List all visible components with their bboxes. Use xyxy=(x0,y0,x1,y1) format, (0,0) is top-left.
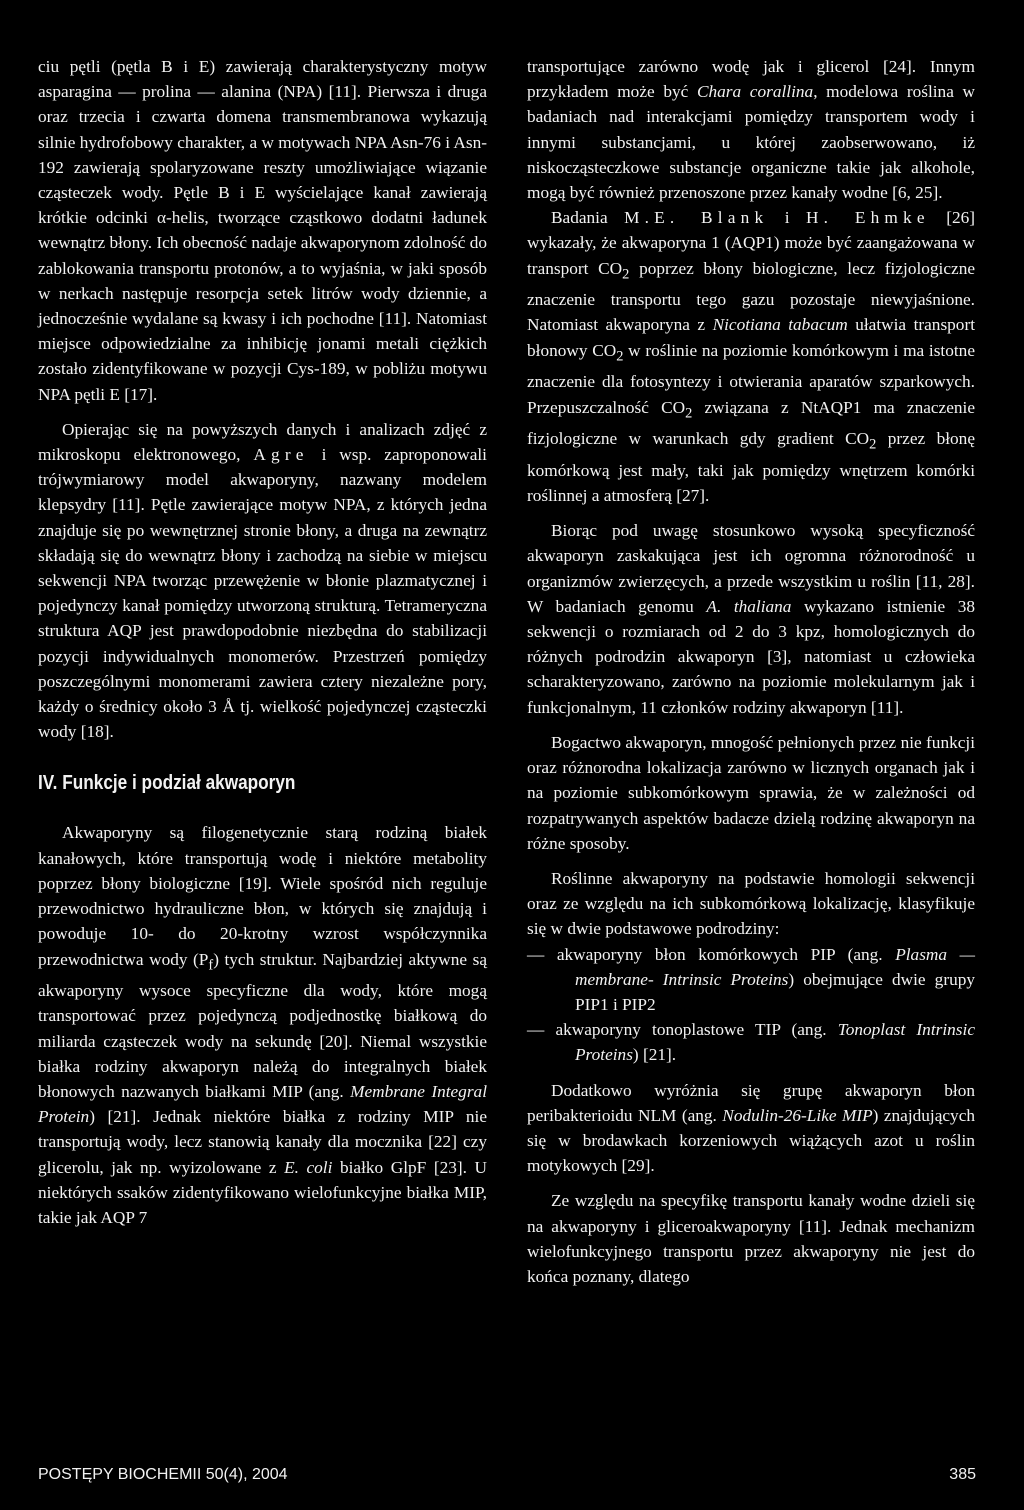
paragraph: Roślinne akwaporyny na podstawie homologii sekwencji oraz ze względu na ich subkomórkową lokalizację, klasyfikuje się w dwie podstawowe podrodziny: xyxy=(527,868,975,939)
journal-footer: POSTĘPY BIOCHEMII 50(4), 2004 xyxy=(38,1466,288,1483)
paragraph: Akwaporyny są filogenetycznie starą rodziną białek kanałowych, które transportują wodę i niektóre metabolity poprzez błony biologiczne [19]. Wiele spośród nich reguluje przewodnictwo hydrauliczne błon, w których się znajdują i powoduje 10- do 20-krotny wzrost współczynnika przewodnictwa wody $(P_f)$ tych struktur. Najbardziej aktywne są akwaporyny wysoce specyficzne dla wody, które mogą transportować przez pojedynczą podjednostkę białkową do miliarda cząsteczek wody na sekundę [20]. Niemal wszystkie białka rodziny akwaporyn należą do integralnych białek błonowych nazwanych białkami MIP (ang. Membrane Integral Protein) [21]. Jednak niektóre białka z rodziny MIP nie transportują wody, lecz stanowią kanały dla mocznika [22] czy glicerolu, jak np. wyizolowane z E. coli białko GlpF [23]. U niektórych ssaków zidentyfikowano wielofunkcyjne białka MIP, takie jak AQP 7 xyxy=(38,823,487,1227)
paragraph: Opierając się na powyższych danych i analizach zdjęć z mikroskopu elektronowego, Agre i wsp. zaproponowali trójwymiarowy model akwaporyny, nazwany modelem klepsydry [11]. Pętle zawierające motyw NPA, z których jedna znajduje się po wewnętrznej stronie błony, a druga na zewnątrz składają się do wewnątrz błony i zachodzą na siebie w miejscu sekwencji NPA tworząc przewężenie w błonie plazmatycznej i pojedynczy kanał pomiędzy utworzoną strukturą. Tetrameryczna struktura AQP jest prawdopodobnie niezbędna do stabilizacji pozycji indywidualnych monomerów. Przestrzeń pomiędzy poszczególnymi monomerami zawiera cztery niezależne pory, każdy o średnicy około 3 Å tj. wielkość pojedynczej cząsteczki wody [18]. xyxy=(38,419,487,742)
paragraph: Dodatkowo wyróżnia się grupę akwaporyn błon peribakterioidu NLM (ang. Nodulin-26-Like MIP) znajdujących się w brodawkach korzeniowych wiążących azot u roślin motykowych [29]. xyxy=(527,1080,976,1176)
paragraph: ciu pętli (pętla B i E) zawierają charakterystyczny motyw asparagina — prolina — alanina (NPA) [11]. Pierwsza i druga oraz trzecia i czwarta domena transmembranowa wykazują silnie hydrofobowy charakter, a w motywach NPA Asn-76 i Asn-192 zawierają spolaryzowane reszty umożliwiające wiązanie cząsteczek wody. Pętle B i E wyścielające kanał zawierają krótkie odcinki α-helis, tworzące cząstkowo dodatni ładunek wewnątrz błony. Ich obecność nadaje akwaporynom zdolność do zablokowania transportu protonów, a to wyjaśnia, w jaki sposób w nerkach następuje resorpcja setek litrów wody dziennie, a jednocześnie wydalane są kwasy i ich pochodne [11]. Natomiast miejsce odpowiedzialne za inhibicję jonami metali ciężkich zostało zidentyfikowane w pozycji Cys-189, w pobliżu motywu NPA pętli E [17]. xyxy=(38,57,487,404)
list-item: — akwaporyny błon komórkowych PIP (ang. Plasma — membrane- Intrinsic Proteins) obejmujące dwie grupy PIP1 i PIP2 xyxy=(527,944,976,1014)
author-name: H. Ehmke xyxy=(806,208,930,228)
section-heading: IV. Funkcje i podział akwaporyn xyxy=(38,772,296,795)
paragraph: Bogactwo akwaporyn, mnogość pełnionych przez nie funkcji oraz różnorodna lokalizacja zarówno w licznych organach jak i na poziomie subkomórkowym sprawia, że w zależności od rozpatrywanych aspektów badacze dzielą rodzinę akwaporyn na różne sposoby. xyxy=(527,732,975,853)
paragraph: Biorąc pod uwagę stosunkowo wysoką specyficzność akwaporyn zaskakująca jest ich ogromna różnorodność u organizmów zwierzęcych, a przede wszystkim u roślin [11, 28]. W badaniach genomu A. thaliana wykazano istnienie 38 sekwencji o rozmiarach od 2 do 3 kpz, homologicznych do różnych podrodzin akwaporyn [3], natomiast u człowieka scharakteryzowano, zarówno na poziomie molekularnym jak i funkcjonalnym, 11 członków rodziny akwaporyn [11]. xyxy=(527,521,975,717)
paragraph: Ze względu na specyfikę transportu kanały wodne dzieli się na akwaporyny i gliceroakwaporyny [11]. Jednak mechanizm wielofunkcyjnego transportu przez akwaporyny nie jest do końca poznany, dlatego xyxy=(527,1191,975,1286)
right-column xyxy=(527,54,975,1289)
page-number: 385 xyxy=(949,1466,976,1483)
author-name: Agre xyxy=(253,445,309,465)
paragraph: transportujące zarówno wodę jak i glicerol [24]. Innym przykładem może być Chara corallina, modelowa roślina w badaniach nad interakcjami pomiędzy transportem wody i innymi substancjami, u której zaobserwowano, iż niskocząsteczkowe substancje organiczne takie jak alkohole, mogą być również przenoszone przez kanały wodne [6, 25]. xyxy=(527,57,976,203)
list-item: — akwaporyny tonoplastowe TIP (ang. Tonoplast Intrinsic Proteins) [21]. xyxy=(527,1020,975,1065)
paragraph: Badania M.E. Blank i H. Ehmke [26] wykazały, że akwaporyna 1 (AQP1) może być zaangażowana w transport $CO_2$ poprzez błony biologiczne, lecz fizjologiczne znaczenie transportu tego gazu pozostaje niewyjaśnione. Natomiast akwaporyna z Nicotiana tabacum ułatwia transport błonowy $CO_2$ w roślinie na poziomie komórkowym i ma istotne znaczenie dla fotosyntezy i otwierania aparatów szparkowych. Przepuszczalność $CO_2$ związana z NtAQP1 ma znaczenie fizjologiczne w warunkach gdy gradient $CO_2$ przez błonę komórkową jest mały, taki jak pomiędzy wnętrzem komórki roślinnej a atmosferą [27]. xyxy=(527,208,976,506)
author-name: M.E. Blank xyxy=(624,208,769,228)
left-column xyxy=(38,54,487,1230)
